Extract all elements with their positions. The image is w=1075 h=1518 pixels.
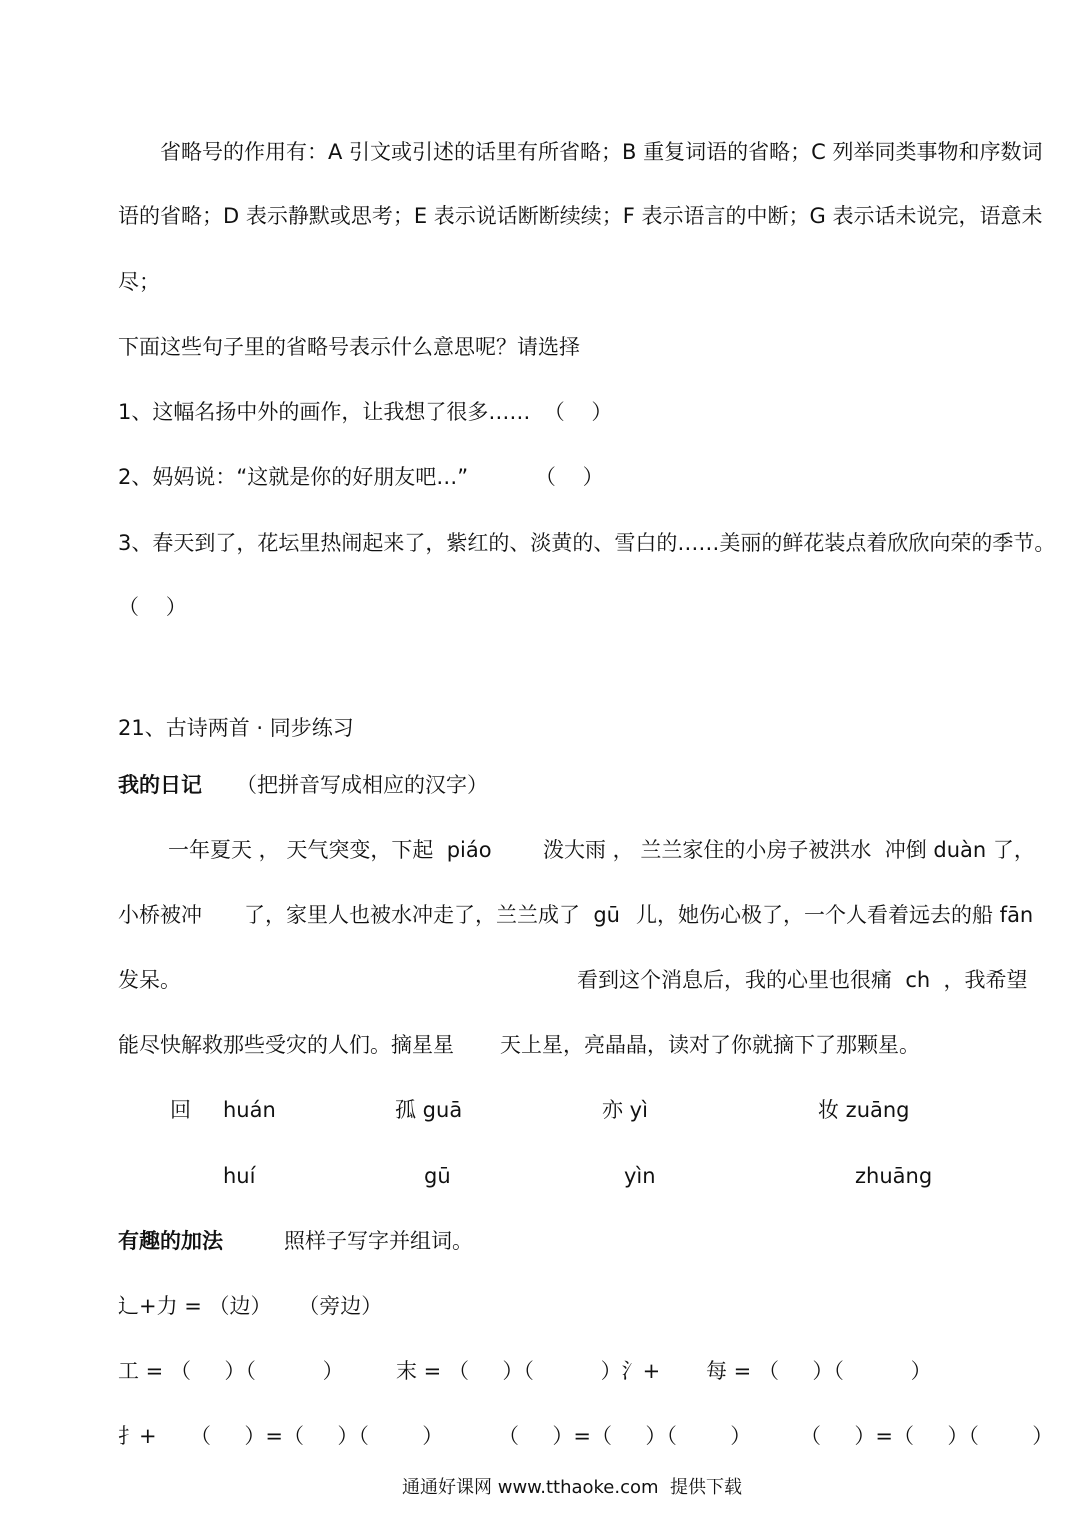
pinyin-hui-2: huí [223, 1164, 256, 1188]
diary-line-3a: 发呆。 [118, 968, 181, 992]
addition-row-1-col-2: 末 = （ ）（ ）氵+ [396, 1359, 661, 1383]
addition-example: 辶+力 = （边） （旁边） [118, 1294, 383, 1318]
intro-line-2: 语的省略；D 表示静默或思考；E 表示说话断断续续；F 表示语言的中断；G 表示话未说完，语意未 [118, 204, 1043, 228]
question-1: 1、这幅名扬中外的画作，让我想了很多…… （ ） [118, 400, 613, 424]
pinyin-char-hui: 回 [170, 1098, 191, 1122]
addition-row-1-col-1: 工 = （ ）（ ） [118, 1359, 344, 1383]
addition-row-2-col-1: 扌+ （ ）=（ ）（ ） [118, 1424, 444, 1448]
addition-row-2-col-3: （ ）=（ ）（ ） [800, 1424, 1054, 1448]
intro-line-3: 尽； [118, 270, 160, 294]
question-2: 2、妈妈说：“这就是你的好朋友吧…” （ ） [118, 465, 604, 489]
question-prompt: 下面这些句子里的省略号表示什么意思呢？请选择 [118, 335, 580, 359]
pinyin-yi: 亦 yì [602, 1098, 648, 1122]
diary-line-1b: 泼大雨 ， 兰兰家住的小房子被洪水 冲倒 duàn 了， [543, 838, 1035, 862]
footer-credit: 通通好课网 www.tthaoke.com 提供下载 [402, 1477, 742, 1498]
pinyin-zhuang-2: zhuāng [855, 1164, 933, 1188]
question-3: 3、春天到了，花坛里热闹起来了，紫红的、淡黄的、雪白的……美丽的鲜花装点着欣欣向荣的季节。 [118, 531, 1056, 555]
pinyin-gu-2: gū [424, 1164, 451, 1188]
addition-row-2-col-2: （ ）=（ ）（ ） [498, 1424, 752, 1448]
pinyin-yin-2: yìn [624, 1164, 656, 1188]
diary-instruction: （把拼音写成相应的汉字） [236, 773, 488, 797]
diary-line-4b: 天上星，亮晶晶，读对了你就摘下了那颗星。 [500, 1033, 920, 1057]
intro-line-1: 省略号的作用有：A 引文或引述的话里有所省略；B 重复词语的省略；C 列举同类事物和序数词 [160, 140, 1043, 164]
diary-line-2b: 了，家里人也被水冲走了，兰兰成了 gū [244, 903, 620, 927]
diary-line-2a: 小桥被冲 [118, 903, 202, 927]
diary-line-1a: 一年夏天 ， 天气突变，下起 piáo [168, 838, 492, 862]
diary-line-2c: 儿，她伤心极了，一个人看着远去的船 fān [636, 903, 1034, 927]
question-3-answer-blank: （ ） [118, 595, 187, 619]
diary-line-4a: 能尽快解救那些受灾的人们。摘星星 [118, 1033, 454, 1057]
lesson-title: 21、古诗两首 · 同步练习 [118, 716, 354, 740]
diary-line-3b: 看到这个消息后，我的心里也很痛 ch ，我希望 [577, 968, 1028, 992]
addition-title: 有趣的加法 [118, 1229, 223, 1253]
pinyin-gu-gua: 孤 guā [395, 1098, 463, 1122]
addition-instruction: 照样子写字并组词。 [284, 1229, 473, 1253]
pinyin-zhuang: 妆 zuāng [818, 1098, 910, 1122]
diary-title: 我的日记 [118, 773, 202, 797]
pinyin-huan: huán [223, 1098, 276, 1122]
addition-row-1-col-3: 每 = （ ）（ ） [706, 1359, 932, 1383]
